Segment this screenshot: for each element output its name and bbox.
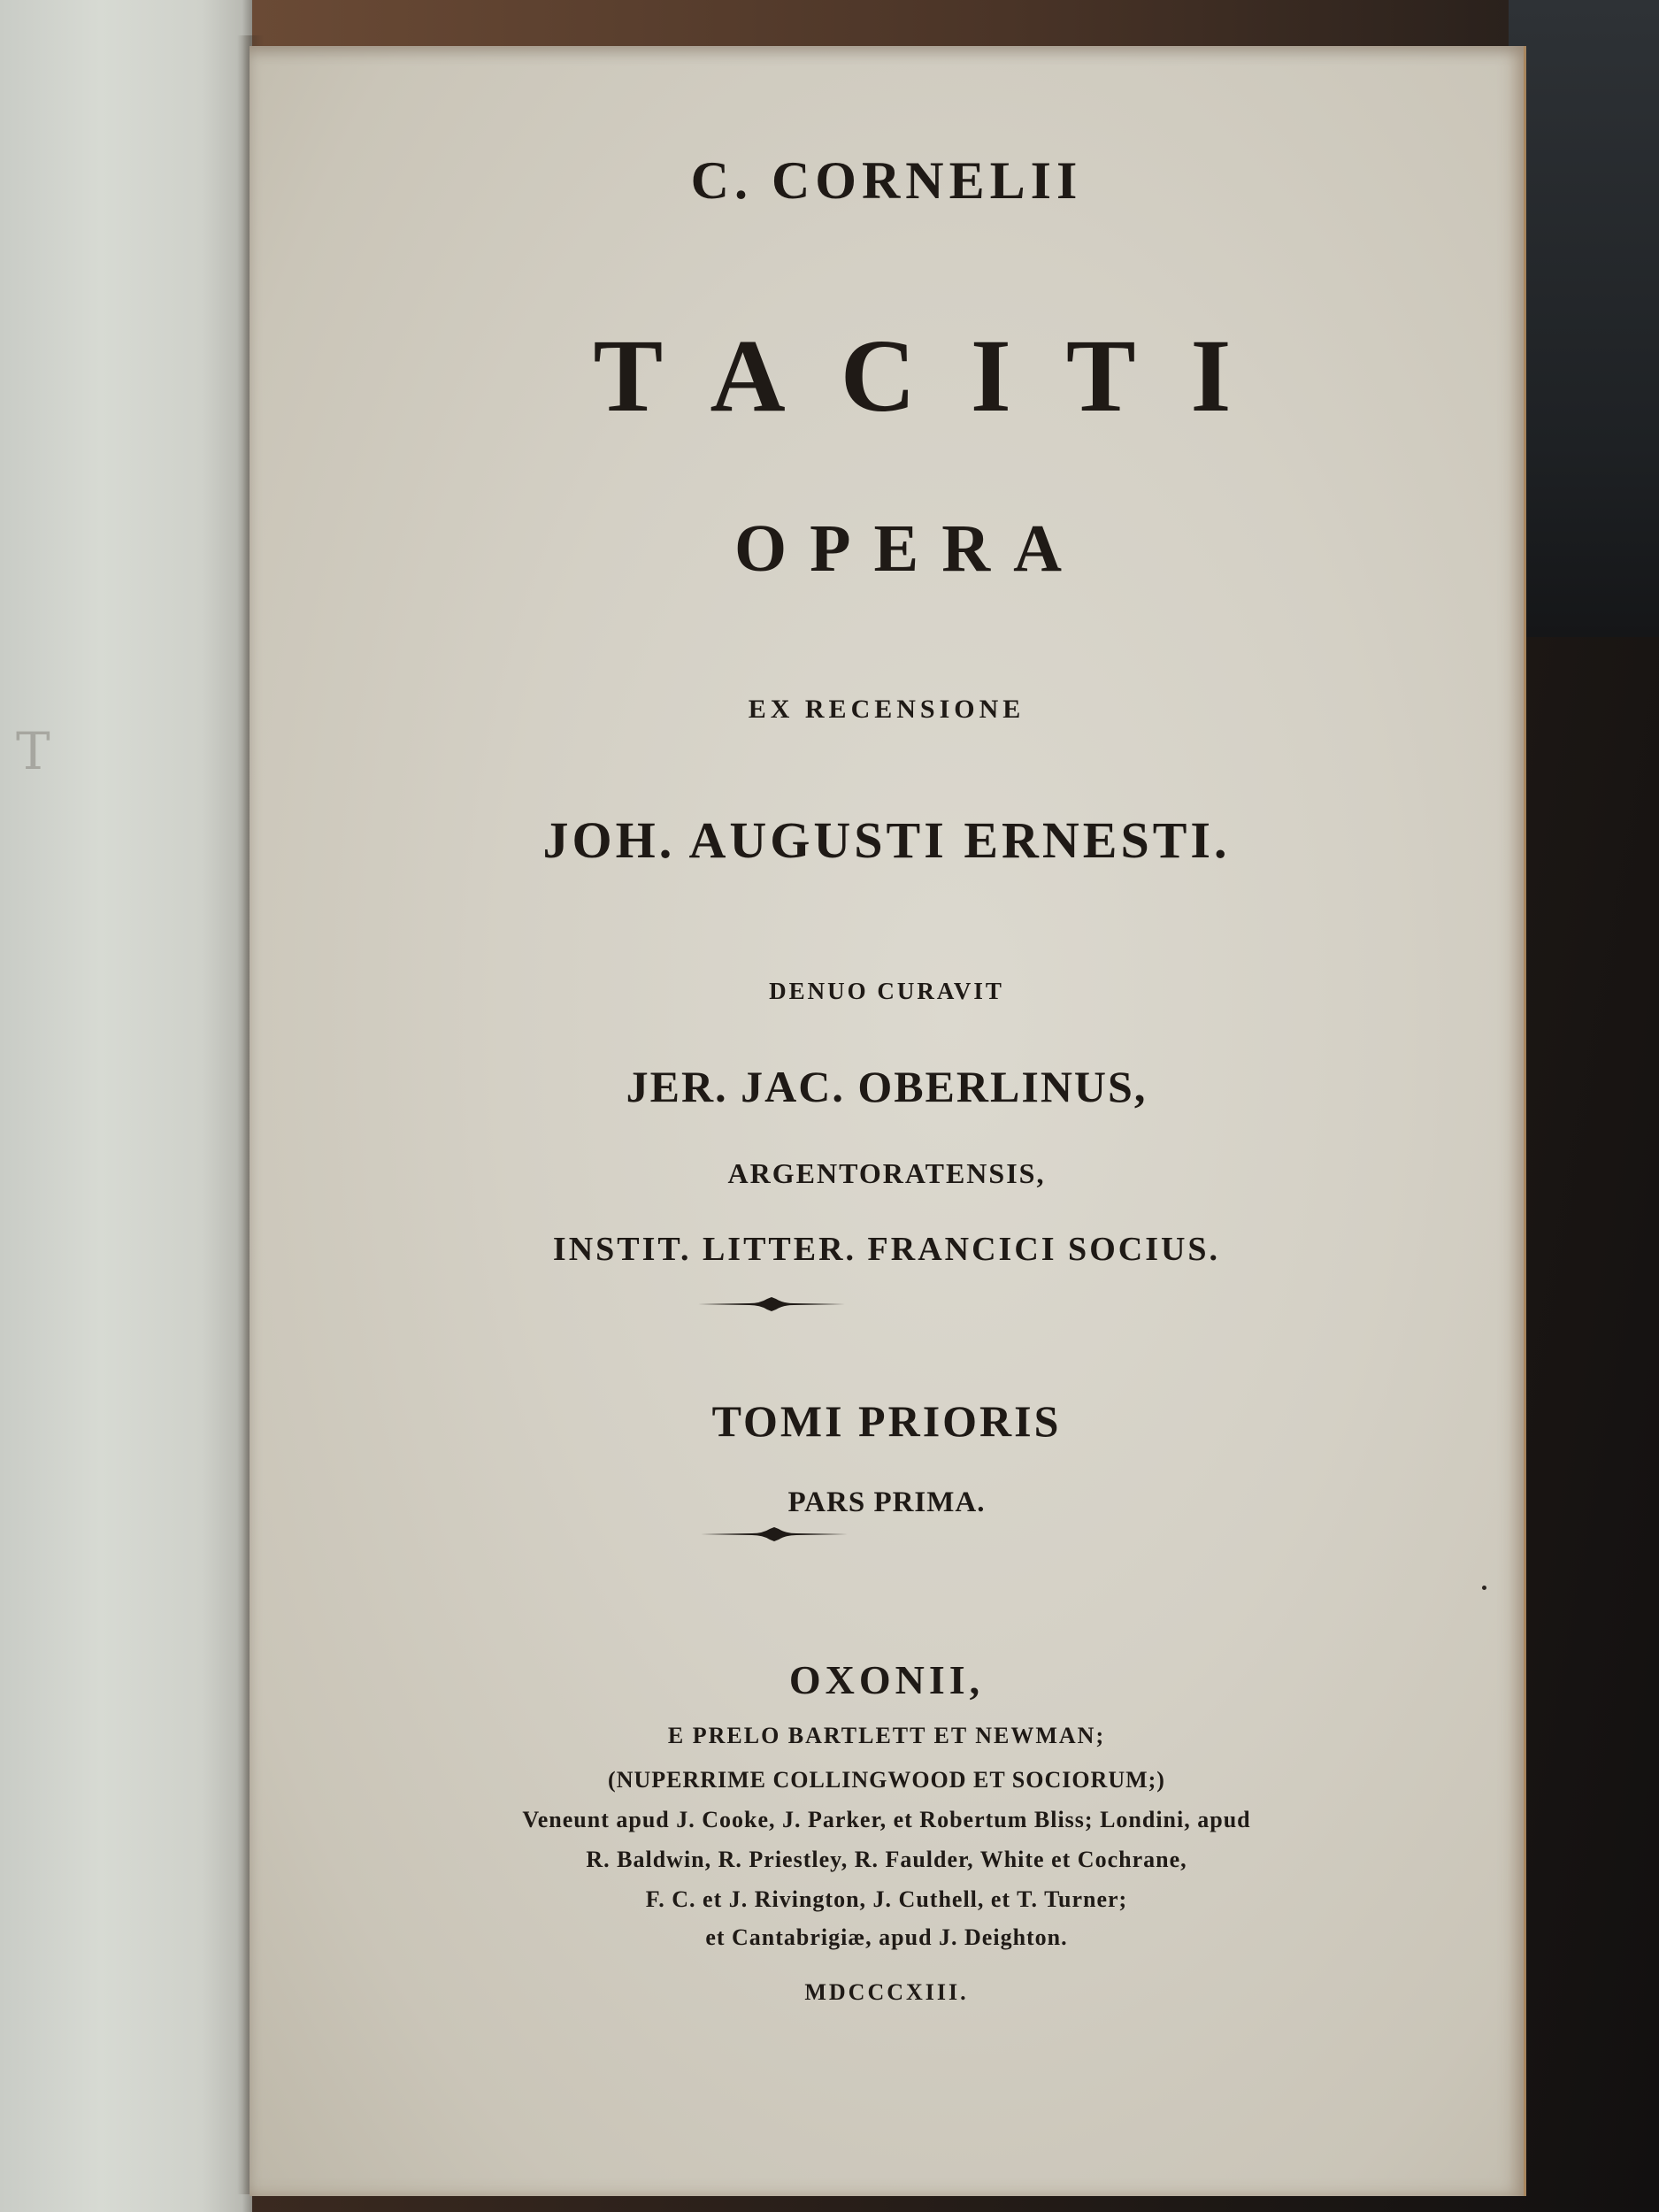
author-name: TACITI [593, 318, 1286, 434]
author-praenomen: C. CORNELII [690, 151, 1083, 210]
volume-label: TOMI PRIORIS [711, 1396, 1062, 1446]
part-label: PARS PRIMA. [787, 1486, 986, 1518]
imprint-printer: E PRELO BARTLETT ET NEWMAN; [667, 1723, 1106, 1748]
left-page-show-through-letter: T [16, 721, 50, 781]
diamond-rule-ornament-icon [696, 1295, 847, 1313]
editor-origin: ARGENTORATENSIS, [727, 1157, 1046, 1189]
imprint-year: MDCCCXIII. [804, 1979, 969, 2005]
left-facing-page [0, 0, 252, 2212]
editor-name: JOH. AUGUSTI ERNESTI. [542, 811, 1231, 869]
imprint-sellers-line-1: Veneunt apud J. Cooke, J. Parker, et Robertum Bliss; Londini, apud [522, 1807, 1251, 1832]
imprint-printer-note: (NUPERRIME COLLINGWOOD ET SOCIORUM;) [608, 1767, 1165, 1793]
second-editor-name: JER. JAC. OBERLINUS, [626, 1062, 1148, 1111]
work-title: OPERA [734, 511, 1085, 586]
imprint-sellers-line-2: R. Baldwin, R. Priestley, R. Faulder, White et Cochrane, [586, 1847, 1187, 1872]
imprint-city: OXONII, [788, 1657, 985, 1702]
recension-label: EX RECENSIONE [748, 695, 1025, 724]
curavit-label: DENUO CURAVIT [769, 978, 1004, 1004]
diamond-rule-ornament-icon [699, 1525, 849, 1543]
title-page [250, 46, 1526, 2196]
imprint-sellers-line-4: et Cantabrigiæ, apud J. Deighton. [705, 1924, 1068, 1950]
paper-speck [1482, 1586, 1486, 1590]
editor-affiliation: INSTIT. LITTER. FRANCICI SOCIUS. [552, 1231, 1221, 1268]
imprint-sellers-line-3: F. C. et J. Rivington, J. Cuthell, et T. Turner; [645, 1886, 1128, 1912]
title-page-content [250, 46, 1524, 2196]
